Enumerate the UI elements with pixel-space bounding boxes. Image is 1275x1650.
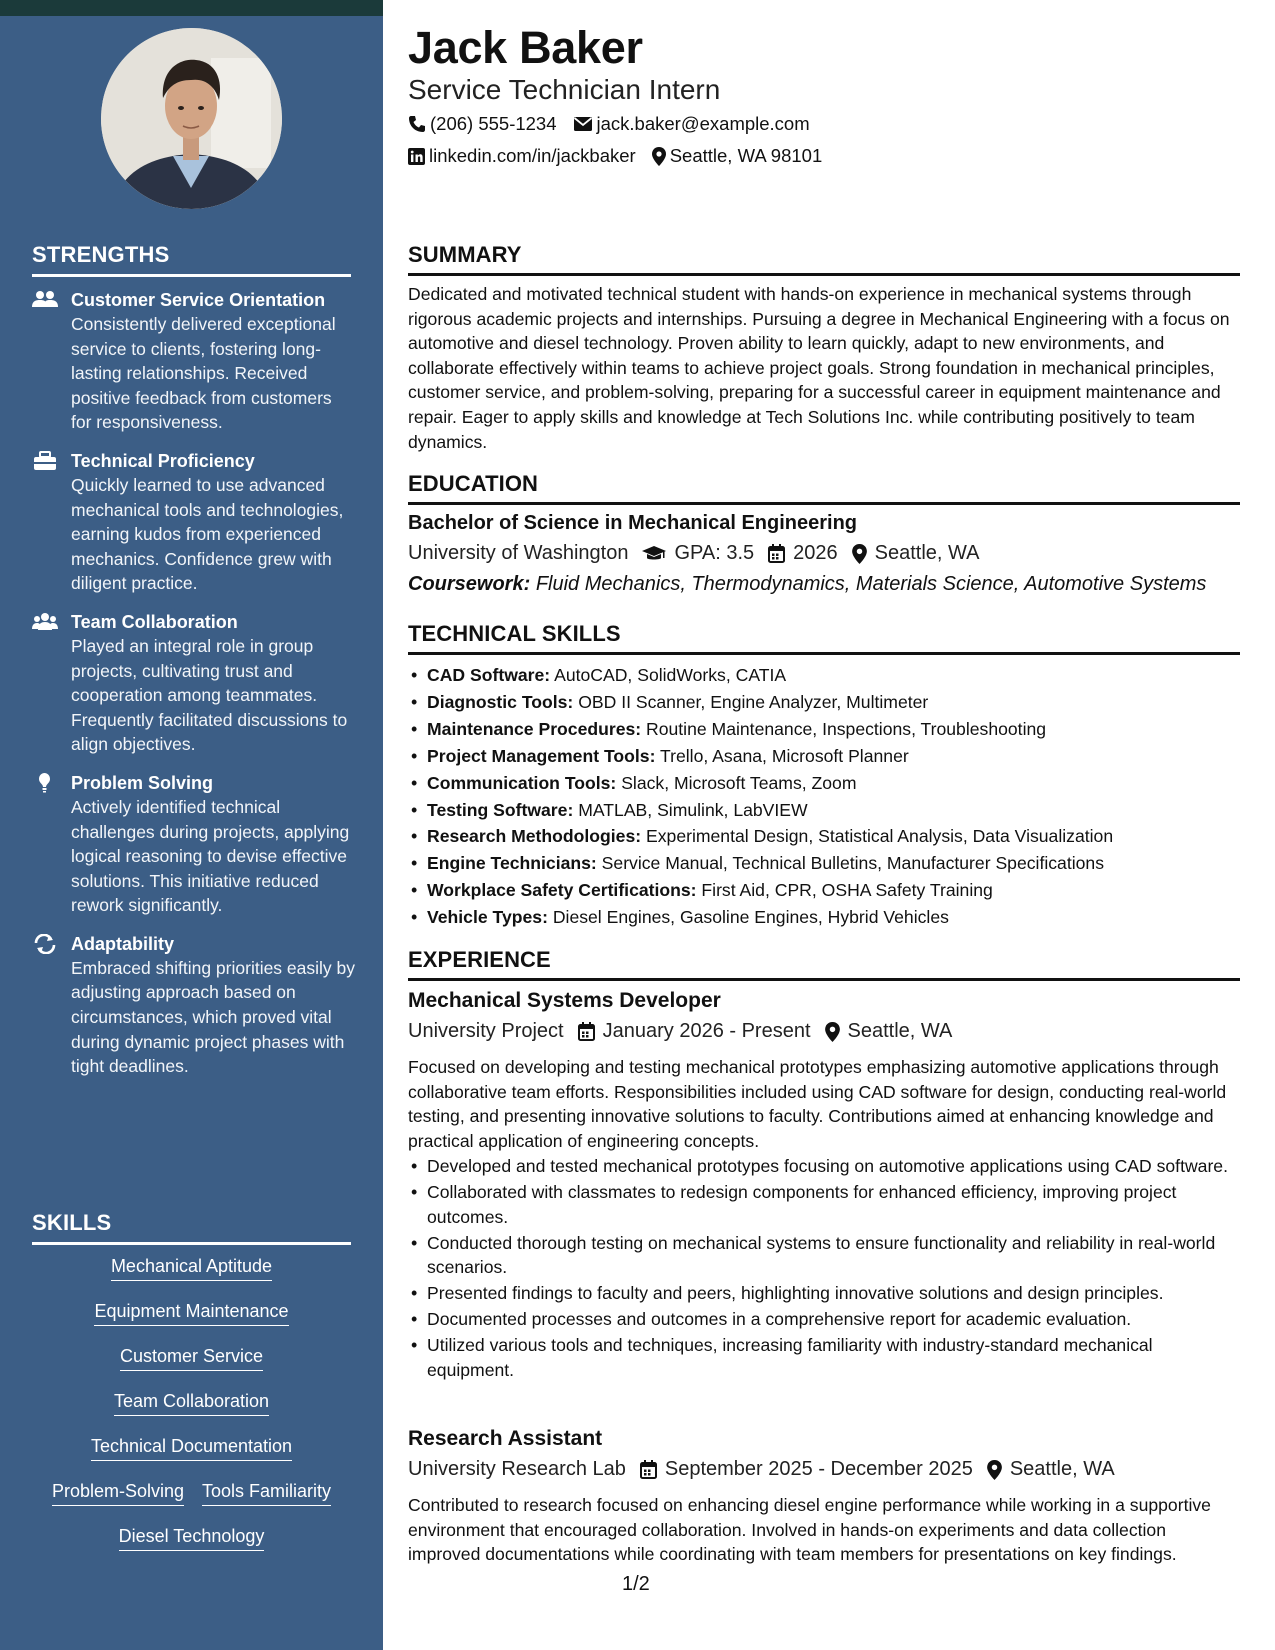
skill-tag: Customer Service <box>120 1343 263 1371</box>
list-item <box>408 904 1240 931</box>
skill-values: MATLAB, Simulink, LabVIEW <box>578 799 808 820</box>
users-icon <box>32 290 58 310</box>
strengths-title: STRENGTHS <box>32 242 351 277</box>
organization-text: University Project <box>408 1020 564 1042</box>
linkedin-icon <box>408 148 425 165</box>
skill-tag: Technical Documentation <box>91 1433 292 1461</box>
job-meta <box>408 1458 1129 1481</box>
technical-skills-list <box>408 662 1240 931</box>
job-dates <box>640 1458 973 1481</box>
lightbulb-icon <box>32 773 58 793</box>
strength-title: Team Collaboration <box>71 611 238 632</box>
linkedin-text: linkedin.com/in/jackbaker <box>429 145 636 166</box>
skill-tag: Team Collaboration <box>114 1388 269 1416</box>
job-meta <box>408 1020 966 1043</box>
profile-photo <box>101 28 282 209</box>
contact-row-1 <box>408 113 826 135</box>
map-pin-icon <box>652 147 666 166</box>
skill-category: Maintenance Procedures: <box>427 718 642 739</box>
skill-tag: Equipment Maintenance <box>94 1298 288 1326</box>
organization-text: University Research Lab <box>408 1458 626 1480</box>
linkedin-contact[interactable] <box>408 145 636 167</box>
year-text: 2026 <box>793 542 838 564</box>
school-text: University of Washington <box>408 542 629 564</box>
calendar-icon <box>640 1460 657 1479</box>
toolbox-icon <box>32 451 58 471</box>
candidate-name: Jack Baker <box>408 22 643 73</box>
dates-text: September 2025 - December 2025 <box>664 1458 973 1480</box>
map-pin-icon <box>825 1022 840 1042</box>
skill-values: OBD II Scanner, Engine Analyzer, Multimeter <box>578 691 929 712</box>
education-title: EDUCATION <box>408 471 1240 505</box>
job-title: Research Assistant <box>408 1427 603 1450</box>
skill-tag: Problem-Solving <box>52 1478 184 1506</box>
list-item: • Developed and tested mechanical prototypes focusing on automotive applications using CAD software. <box>408 1154 1240 1179</box>
skill-tag: Tools Familiarity <box>202 1478 331 1506</box>
skills-list <box>32 1253 351 1568</box>
skill-tag: Diesel Technology <box>119 1523 265 1551</box>
experience-title: EXPERIENCE <box>408 947 1240 981</box>
calendar-icon <box>768 544 785 563</box>
group-icon <box>32 612 58 632</box>
skill-values: First Aid, CPR, OSHA Safety Training <box>701 880 993 901</box>
strength-title: Customer Service Orientation <box>71 290 326 310</box>
strength-description: Played an integral role in group projects, cultivating trust and cooperation among teammates. Frequently facilitated discussions to align objectives. <box>71 635 348 755</box>
phone-contact[interactable] <box>408 113 557 135</box>
email-text: jack.baker@example.com <box>596 113 810 134</box>
calendar-icon <box>578 1022 595 1041</box>
strengths-list <box>32 288 356 1093</box>
job-location-text: Seattle, WA <box>847 1020 953 1042</box>
list-item: • Collaborated with classmates to redesign components for enhanced efficiency, improving project outcomes. <box>408 1180 1240 1229</box>
skill-category: Vehicle Types: <box>427 907 548 928</box>
envelope-icon <box>573 116 593 132</box>
sync-icon <box>32 934 58 954</box>
gpa-item <box>642 542 754 565</box>
skill-values: Trello, Asana, Microsoft Planner <box>660 745 909 766</box>
education-meta <box>408 542 994 565</box>
dates-text: January 2026 - Present <box>602 1020 811 1042</box>
list-item <box>408 743 1240 770</box>
strength-description: Actively identified technical challenges during projects, applying logical reasoning to devise effective solutions. This initiative reduced rework significantly. <box>71 796 350 916</box>
skill-category: Diagnostic Tools: <box>427 691 574 712</box>
contact-row-2 <box>408 145 838 167</box>
sidebar <box>0 0 383 1650</box>
strength-description: Consistently delivered exceptional service to clients, fostering long-lasting relationships. Received positive feedback from customers for responsiveness. <box>71 314 336 433</box>
school-name <box>408 542 628 565</box>
gpa-text: GPA: 3.5 <box>674 542 755 564</box>
skill-category: Communication Tools: <box>427 772 617 793</box>
job-title: Mechanical Systems Developer <box>408 989 721 1012</box>
strength-title: Technical Proficiency <box>71 450 255 471</box>
summary-text: Dedicated and motivated technical student with hands-on experience in mechanical systems through rigorous academic projects and internships. Pursuing a degree in Mechanical Engineering with a focus on automotive and diesel technology. Proven ability to learn quickly, adapt to new environments, and collaborate effectively within teams to achieve project goals. Strong foundation in mechanical principles, customer service, and problem-solving, preparing for a successful career in equipment maintenance and repair. Eager to apply skills and knowledge at Tech Solutions Inc. while contributing positively to team dynamics. <box>408 284 1230 452</box>
skill-category: Testing Software: <box>427 799 574 820</box>
skills-title: SKILLS <box>32 1210 351 1245</box>
skill-values: Routine Maintenance, Inspections, Troubleshooting <box>646 718 1047 739</box>
job-location <box>987 1458 1115 1481</box>
job-bullets <box>408 1154 1240 1384</box>
degree-name: Bachelor of Science in Mechanical Engineering <box>408 512 858 534</box>
skill-values: Diesel Engines, Gasoline Engines, Hybrid Vehicles <box>552 907 949 928</box>
organization <box>408 1458 626 1481</box>
strength-description: Quickly learned to use advanced mechanical tools and technologies, earning kudos from experienced mechanics. Confidence grew with diligent practice. <box>71 474 344 594</box>
list-item <box>408 877 1240 904</box>
skill-category: Engine Technicians: <box>427 853 597 874</box>
skill-category: CAD Software: <box>427 665 551 685</box>
coursework-text: Fluid Mechanics, Thermodynamics, Materials Science, Automotive Systems <box>535 573 1207 595</box>
skill-values: AutoCAD, SolidWorks, CATIA <box>554 665 787 685</box>
sidebar-top-bar <box>0 0 383 16</box>
strength-item <box>32 932 356 1079</box>
year-item <box>768 542 838 565</box>
job-description: Focused on developing and testing mechanical prototypes emphasizing automotive applications through collaborative team efforts. Responsibilities included using CAD software for design, conducting real-world testing, and presenting innovative solutions to faculty. Contributions aimed at enhancing knowledge and practical application of engineering concepts. <box>408 1057 1227 1151</box>
phone-text: (206) 555-1234 <box>430 113 557 134</box>
phone-icon <box>408 115 426 133</box>
map-pin-icon <box>852 544 867 564</box>
list-item: • Presented findings to faculty and peers, highlighting innovative solutions and design principles. <box>408 1281 1240 1306</box>
page-number: 1/2 <box>622 1573 650 1595</box>
list-item <box>408 797 1240 824</box>
job-dates <box>578 1020 811 1043</box>
summary-title: SUMMARY <box>408 242 1240 276</box>
strength-item <box>32 449 356 596</box>
skill-category: Research Methodologies: <box>427 826 642 847</box>
location-text: Seattle, WA 98101 <box>669 145 823 166</box>
strength-title: Adaptability <box>71 933 175 954</box>
list-item: • Utilized various tools and techniques, increasing familiarity with industry-standard mechanical equipment. <box>408 1333 1240 1382</box>
skill-values: Service Manual, Technical Bulletins, Manufacturer Specifications <box>601 853 1104 874</box>
list-item <box>408 662 1240 689</box>
strength-description: Embraced shifting priorities easily by adjusting approach based on circumstances, which proved vital during dynamic project phases with tight deadlines. <box>71 957 356 1077</box>
strength-item <box>32 610 356 757</box>
skill-values: Slack, Microsoft Teams, Zoom <box>621 772 857 793</box>
candidate-title: Service Technician Intern <box>408 74 721 105</box>
graduation-cap-icon <box>642 545 666 563</box>
education-location-text: Seattle, WA <box>874 542 980 564</box>
coursework <box>408 573 1206 596</box>
list-item: • Conducted thorough testing on mechanical systems to ensure functionality and reliability in real-world scenarios. <box>408 1231 1240 1280</box>
coursework-label: Coursework: <box>408 573 531 595</box>
education-location <box>852 542 980 565</box>
list-item <box>408 689 1240 716</box>
strength-item <box>32 771 356 918</box>
job-description: Contributed to research focused on enhancing diesel engine performance while working in a supportive environment that encouraged collaboration. Involved in hands-on experiments and data collection improved documentations while coordinating with team members for presentations on key findings. <box>408 1495 1211 1565</box>
list-item <box>408 770 1240 797</box>
list-item <box>408 850 1240 877</box>
map-pin-icon <box>987 1460 1002 1480</box>
skill-values: Experimental Design, Statistical Analysis, Data Visualization <box>646 826 1114 847</box>
organization <box>408 1020 564 1043</box>
location-contact <box>652 145 823 167</box>
technical-skills-title: TECHNICAL SKILLS <box>408 621 1240 655</box>
skill-tag: Mechanical Aptitude <box>111 1253 272 1281</box>
list-item: • Documented processes and outcomes in a comprehensive report for academic evaluation. <box>408 1307 1240 1332</box>
strength-title: Problem Solving <box>71 772 214 793</box>
job-location-text: Seattle, WA <box>1009 1458 1115 1480</box>
skill-category: Project Management Tools: <box>427 745 656 766</box>
email-contact[interactable] <box>573 113 810 135</box>
strength-item <box>32 288 356 435</box>
skill-category: Workplace Safety Certifications: <box>427 880 697 901</box>
list-item <box>408 823 1240 850</box>
list-item <box>408 716 1240 743</box>
job-location <box>825 1020 953 1043</box>
